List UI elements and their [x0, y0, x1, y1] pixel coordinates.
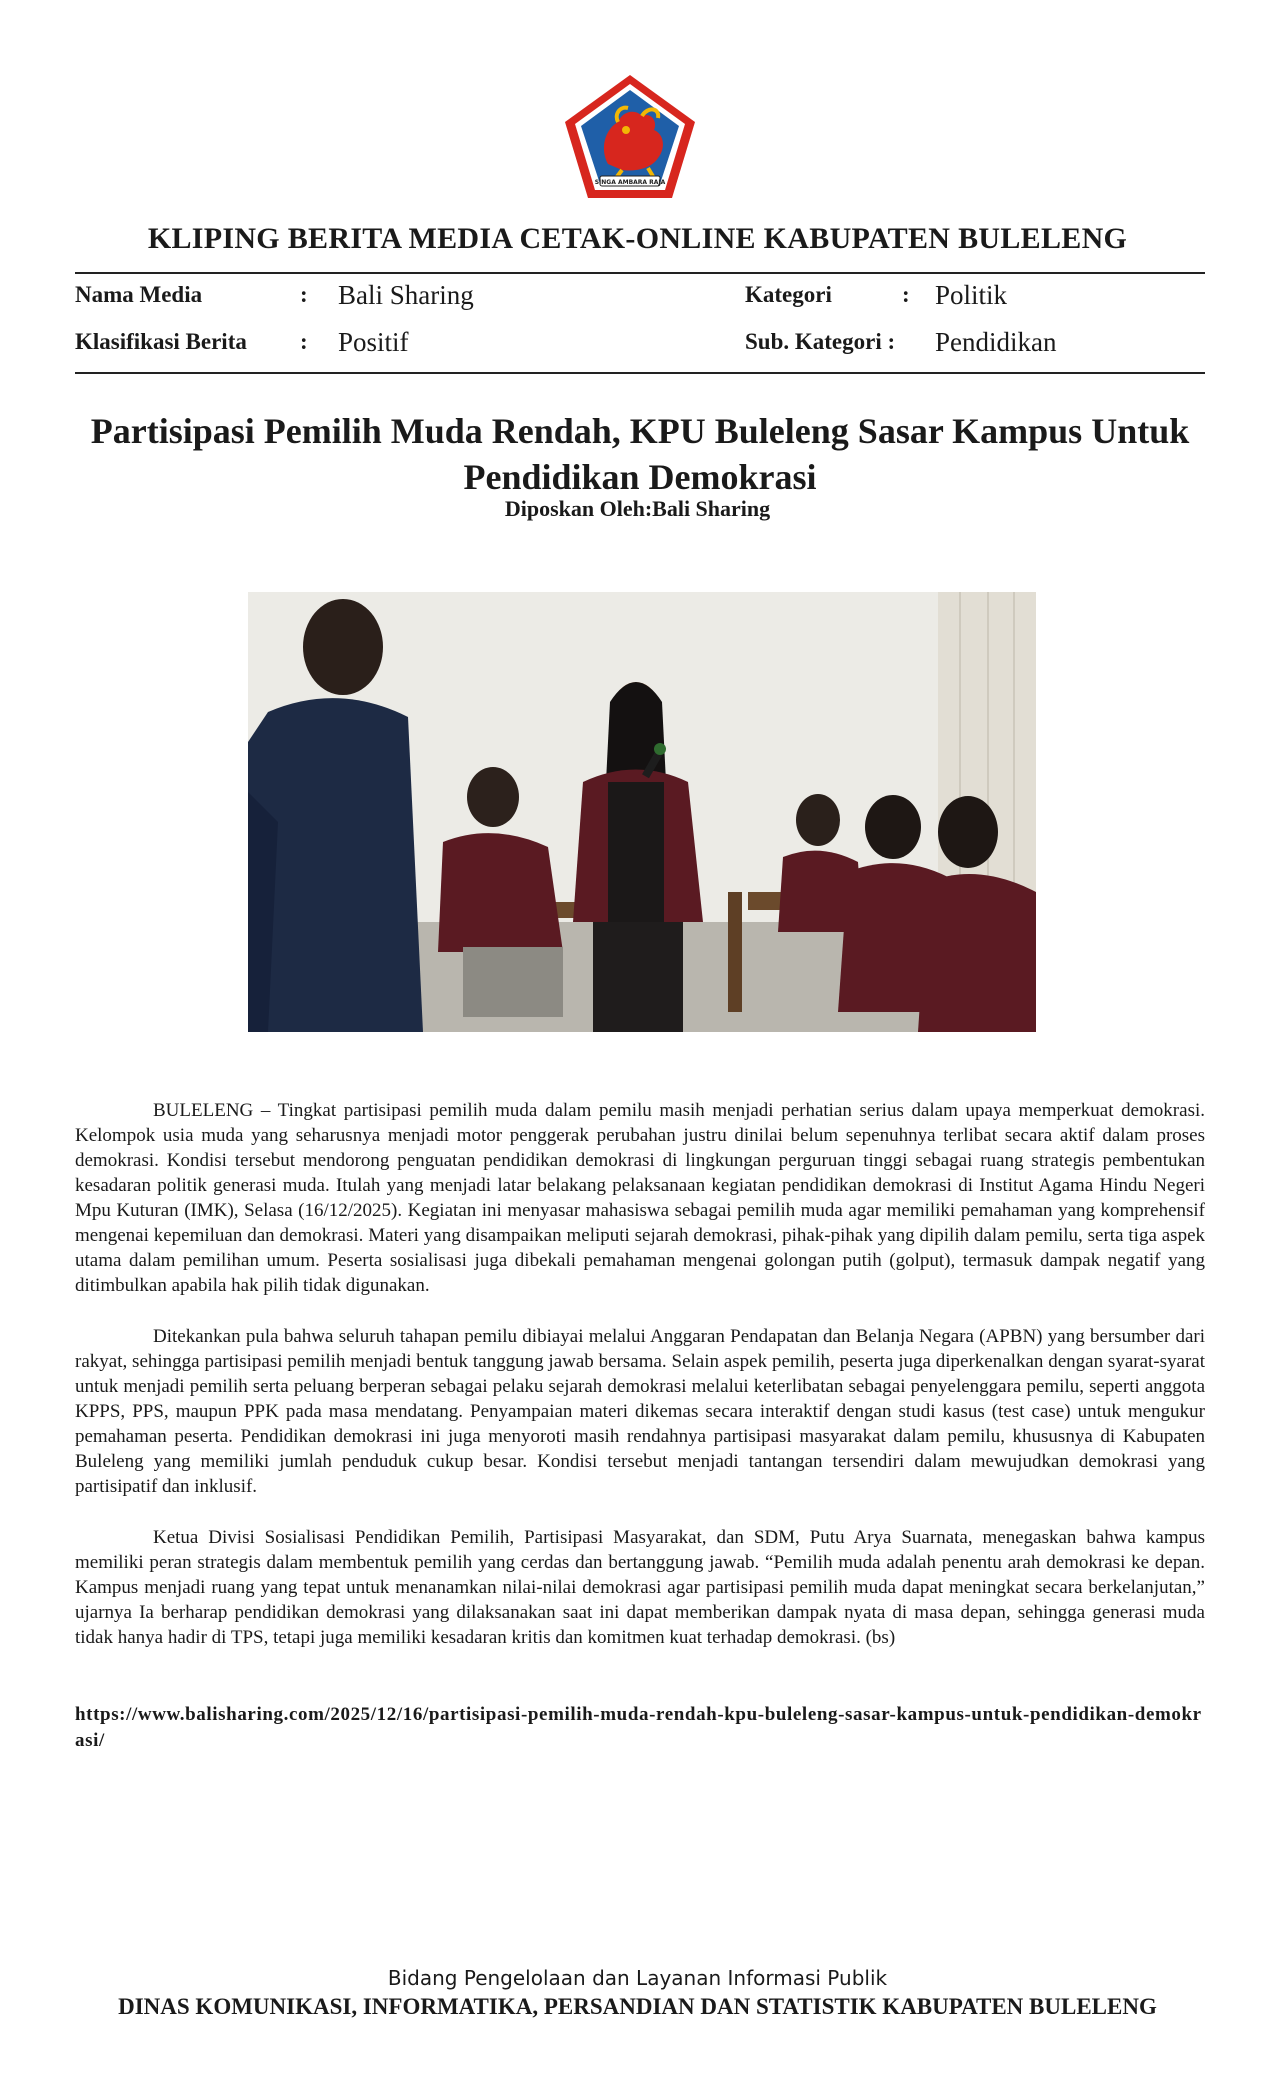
kategori-colon: :	[902, 282, 910, 307]
article-paragraph: Ketua Divisi Sosialisasi Pendidikan Pemilih, Partisipasi Masyarakat, dan SDM, Putu Arya Suarnata, menegaskan bahwa kampus memiliki peran strategis dalam membentuk pemilih yang cerdas dan bertanggung jawab. “Pemilih muda adalah penentu arah demokrasi ke depan. Kampus menjadi ruang yang tepat untuk menanamkan nilai-nilai demokrasi agar partisipasi pemilih muda dapat meningkat secara berkelanjutan,” ujarnya Ia berharap pendidikan demokrasi yang dilaksanakan saat ini dapat memberikan dampak nyata di masa depan, sehingga generasi muda tidak hanya hadir di TPS, tetapi juga memiliki kesadaran kritis dan komitmen kuat terhadap demokrasi. (bs)	[75, 1527, 1205, 1648]
kategori-value: Politik	[935, 280, 1008, 310]
footer-agency: DINAS KOMUNIKASI, INFORMATIKA, PERSANDIAN DAN STATISTIK KABUPATEN BULELENG	[118, 1994, 1157, 2019]
buleleng-emblem-logo	[560, 72, 700, 202]
article-body	[75, 1098, 1205, 1676]
article-paragraph: BULELENG – Tingkat partisipasi pemilih muda dalam pemilu masih menjadi perhatian serius dalam upaya memperkuat demokrasi. Kelompok usia muda yang seharusnya menjadi motor penggerak perubahan justru dinilai belum sepenuhnya terlibat secara aktif dalam proses demokrasi. Kondisi tersebut mendorong penguatan pendidikan demokrasi di lingkungan perguruan tinggi sebagai ruang strategis pembentukan kesadaran politik generasi muda. Itulah yang menjadi latar belakang pelaksanaan kegiatan pendidikan demokrasi di Institut Agama Hindu Negeri Mpu Kuturan (IMK), Selasa (16/12/2025). Kegiatan ini menyasar mahasiswa sebagai pemilih muda agar memiliki pemahaman yang komprehensif mengenai kepemiluan dan demokrasi. Materi yang disampaikan meliputi sejarah demokrasi, pihak-pihak yang dipilih dalam pemilu, serta tiga aspek utama dalam pemilihan umum. Peserta sosialisasi juga dibekali pemahaman mengenai golongan putih (golput), termasuk dampak negatif yang ditimbulkan apabila hak pilih tidak digunakan.	[75, 1100, 1205, 1296]
article-paragraph: Ditekankan pula bahwa seluruh tahapan pemilu dibiayai melalui Anggaran Pendapatan dan Belanja Negara (APBN) yang bersumber dari rakyat, sehingga partisipasi pemilih menjadi bentuk tanggung jawab bersama. Selain aspek pemilih, peserta juga diperkenalkan dengan syarat-syarat untuk menjadi pemilih serta peluang berperan sebagai pelaku sejarah demokrasi melalui keterlibatan sebagai penyelenggara pemilu, seperti anggota KPPS, PPS, maupun PPK pada masa mendatang. Penyampaian materi dikemas secara interaktif dengan studi kasus (test case) untuk mengukur pemahaman peserta. Pendidikan demokrasi ini juga menyoroti masih rendahnya partisipasi masyarakat dalam pemilu, khususnya di Kabupaten Buleleng yang memiliki jumlah penduduk cukup besar. Kondisi tersebut menjadi tantangan tersendiri dalam mewujudkan demokrasi yang partisipatif dan inklusif.	[75, 1326, 1205, 1497]
article-photo	[248, 592, 1036, 1032]
klasifikasi-colon: :	[300, 329, 308, 354]
footer-department: Bidang Pengelolaan dan Layanan Informasi Publik	[387, 1966, 888, 1990]
klasifikasi-value: Positif	[338, 327, 409, 357]
header-bottom-rule	[75, 372, 1205, 374]
kategori-label: Kategori	[745, 282, 832, 307]
source-url-link[interactable]: https://www.balisharing.com/2025/12/16/partisipasi-pemilih-muda-rendah-kpu-buleleng-sasar-kampus-untuk-pendidikan-demokrasi/	[75, 1704, 1202, 1751]
header-top-rule	[75, 272, 1205, 274]
article-title: Partisipasi Pemilih Muda Rendah, KPU Buleleng Sasar Kampus Untuk Pendidikan Demokrasi	[90, 411, 1190, 497]
nama-media-colon: :	[300, 282, 308, 307]
article-byline: Diposkan Oleh:Bali Sharing	[504, 496, 771, 521]
sub-kategori-label: Sub. Kategori :	[745, 329, 896, 354]
sub-kategori-value: Pendidikan	[935, 327, 1057, 357]
nama-media-value: Bali Sharing	[338, 280, 474, 310]
nama-media-label: Nama Media	[75, 282, 203, 307]
klasifikasi-label: Klasifikasi Berita	[75, 329, 247, 354]
svg-text:SINGA AMBARA RAJA: SINGA AMBARA RAJA	[594, 179, 666, 186]
clipping-header-title: KLIPING BERITA MEDIA CETAK-ONLINE KABUPATEN BULELENG	[147, 222, 1128, 255]
